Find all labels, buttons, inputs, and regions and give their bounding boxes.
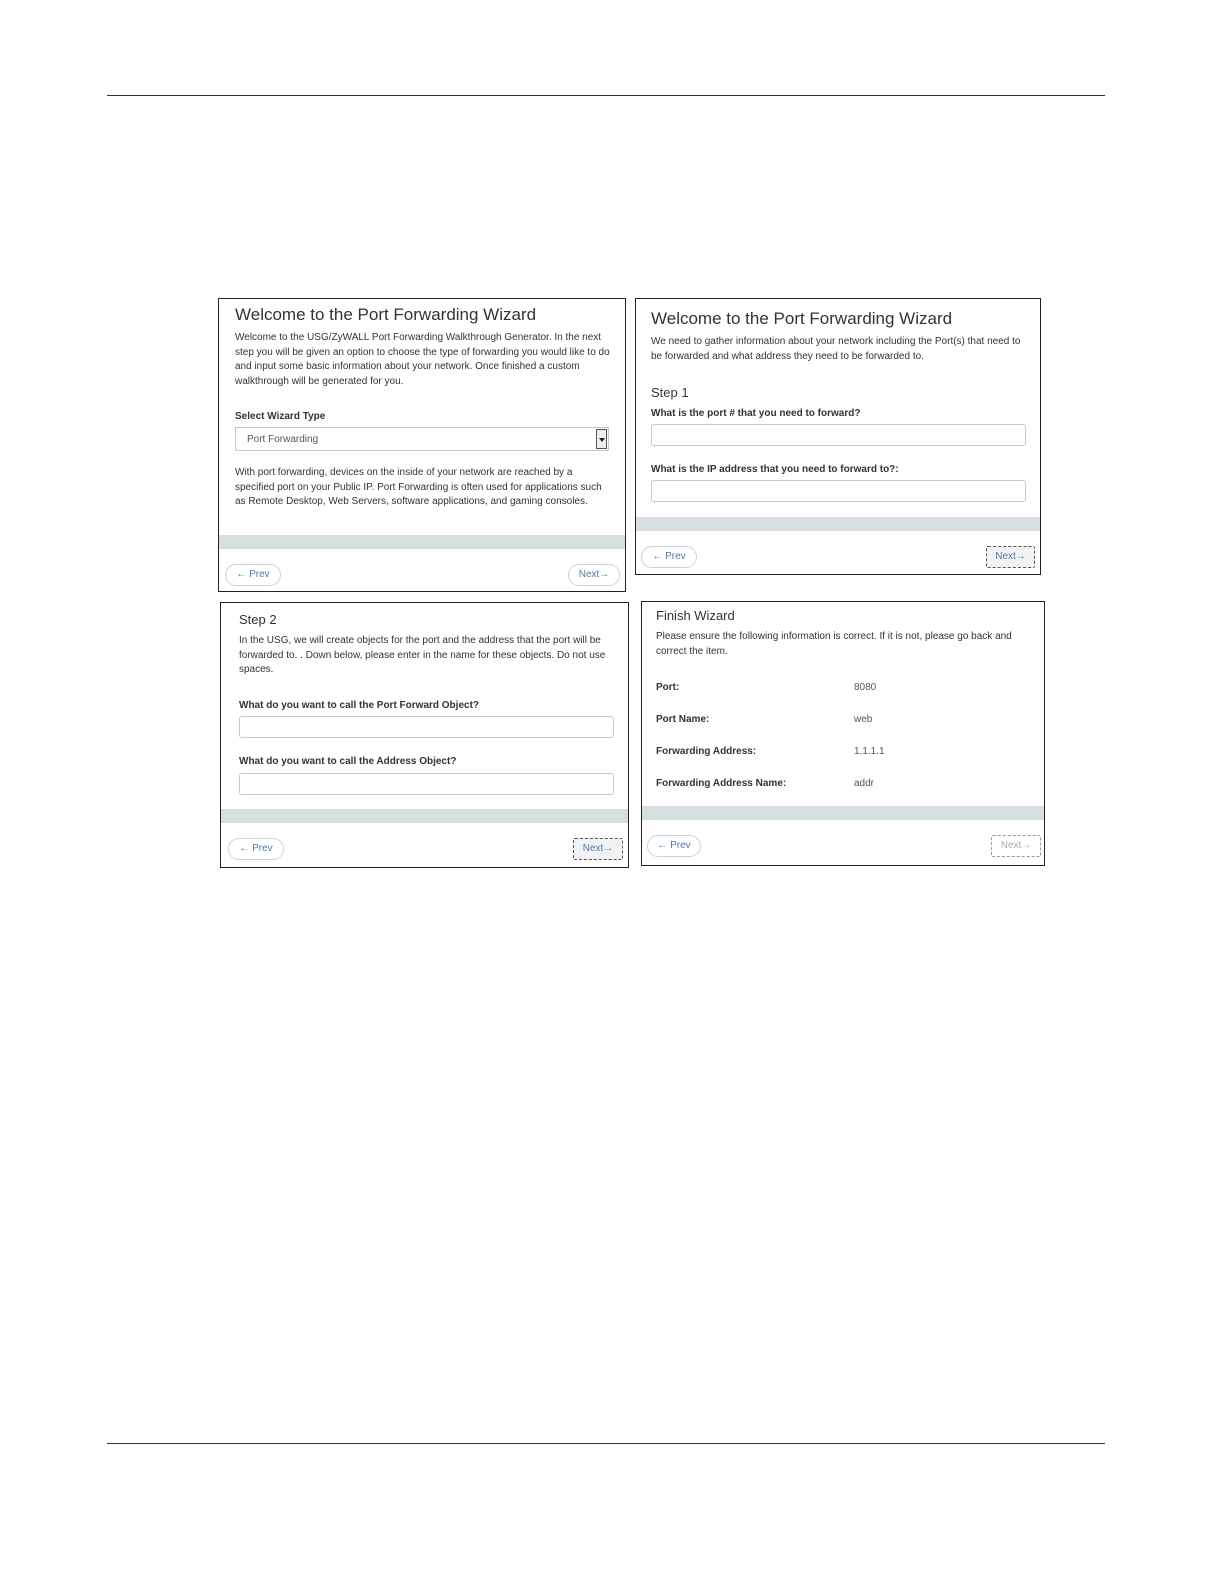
- footer-rule: [107, 1443, 1105, 1444]
- intro-text: We need to gather information about your network including the Port(s) that need to be forwarded and what address they need to be forwarded to.: [651, 336, 1021, 362]
- address-object-input[interactable]: [239, 773, 614, 795]
- port-forward-object-input[interactable]: [239, 716, 614, 738]
- step-heading: Step 1: [651, 385, 689, 400]
- summary-key-port-name: Port Name:: [656, 714, 710, 725]
- footer-bar: [642, 806, 1044, 820]
- prev-button[interactable]: ← Prev: [228, 838, 284, 860]
- select-wizard-type-label: Select Wizard Type: [235, 411, 326, 422]
- summary-key-forwarding-address-name: Forwarding Address Name:: [656, 778, 787, 789]
- next-button[interactable]: Next→: [573, 838, 623, 860]
- footer-bar: [219, 535, 625, 549]
- intro-text: In the USG, we will create objects for the port and the address that the port will be forwarded to. . Down below, please enter in the name for these objects. Do not use spaces.: [239, 635, 606, 675]
- next-button[interactable]: Next→: [568, 564, 620, 586]
- ip-address-input[interactable]: [651, 480, 1026, 502]
- summary-value-forwarding-address: 1.1.1.1: [854, 746, 885, 757]
- chevron-down-icon[interactable]: [596, 429, 607, 449]
- panel-title: Welcome to the Port Forwarding Wizard: [651, 309, 953, 328]
- prev-button[interactable]: ← Prev: [641, 546, 697, 568]
- address-object-label: What do you want to call the Address Object?: [239, 756, 457, 767]
- ip-address-question-label: What is the IP address that you need to forward to?:: [651, 464, 899, 475]
- summary-value-forwarding-address-name: addr: [854, 778, 875, 789]
- panel-title: Welcome to the Port Forwarding Wizard: [235, 305, 537, 324]
- intro-text: Please ensure the following information is correct. If it is not, please go back and correct the item.: [656, 631, 1012, 657]
- footer-bar: [221, 809, 628, 823]
- wizard-panel-step2: [220, 602, 629, 868]
- summary-key-forwarding-address: Forwarding Address:: [656, 746, 757, 757]
- panel-title: Finish Wizard: [656, 608, 735, 623]
- description-text: With port forwarding, devices on the inside of your network are reached by a specified port on your Public IP. Port Forwarding is often used for applications such as Remote Desktop, Web Servers, software applications, and gaming consoles.: [235, 467, 602, 507]
- wizard-panel-welcome: [218, 298, 626, 592]
- prev-button[interactable]: ← Prev: [225, 564, 281, 586]
- summary-key-port: Port:: [656, 682, 680, 693]
- step-heading: Step 2: [239, 612, 277, 627]
- wizard-panel-finish: [641, 601, 1045, 866]
- port-forward-object-label: What do you want to call the Port Forward Object?: [239, 700, 480, 711]
- next-button[interactable]: Next→: [991, 835, 1041, 857]
- summary-value-port: 8080: [854, 682, 877, 693]
- summary-value-port-name: web: [854, 714, 873, 725]
- footer-bar: [636, 517, 1040, 531]
- next-button[interactable]: Next→: [986, 546, 1035, 568]
- port-question-label: What is the port # that you need to forward?: [651, 408, 861, 419]
- port-number-input[interactable]: [651, 424, 1026, 446]
- wizard-type-select[interactable]: [235, 427, 609, 451]
- intro-text: Welcome to the USG/ZyWALL Port Forwarding Walkthrough Generator. In the next step you will be given an option to choose the type of forwarding you would like to do and input some basic information about your network. Once finished a custom walkthrough will be generated for you.: [235, 332, 610, 387]
- prev-button[interactable]: ← Prev: [647, 835, 701, 857]
- wizard-panel-step1: [635, 298, 1041, 575]
- wizard-type-select-value: Port Forwarding: [247, 434, 319, 445]
- header-rule: [107, 95, 1105, 96]
